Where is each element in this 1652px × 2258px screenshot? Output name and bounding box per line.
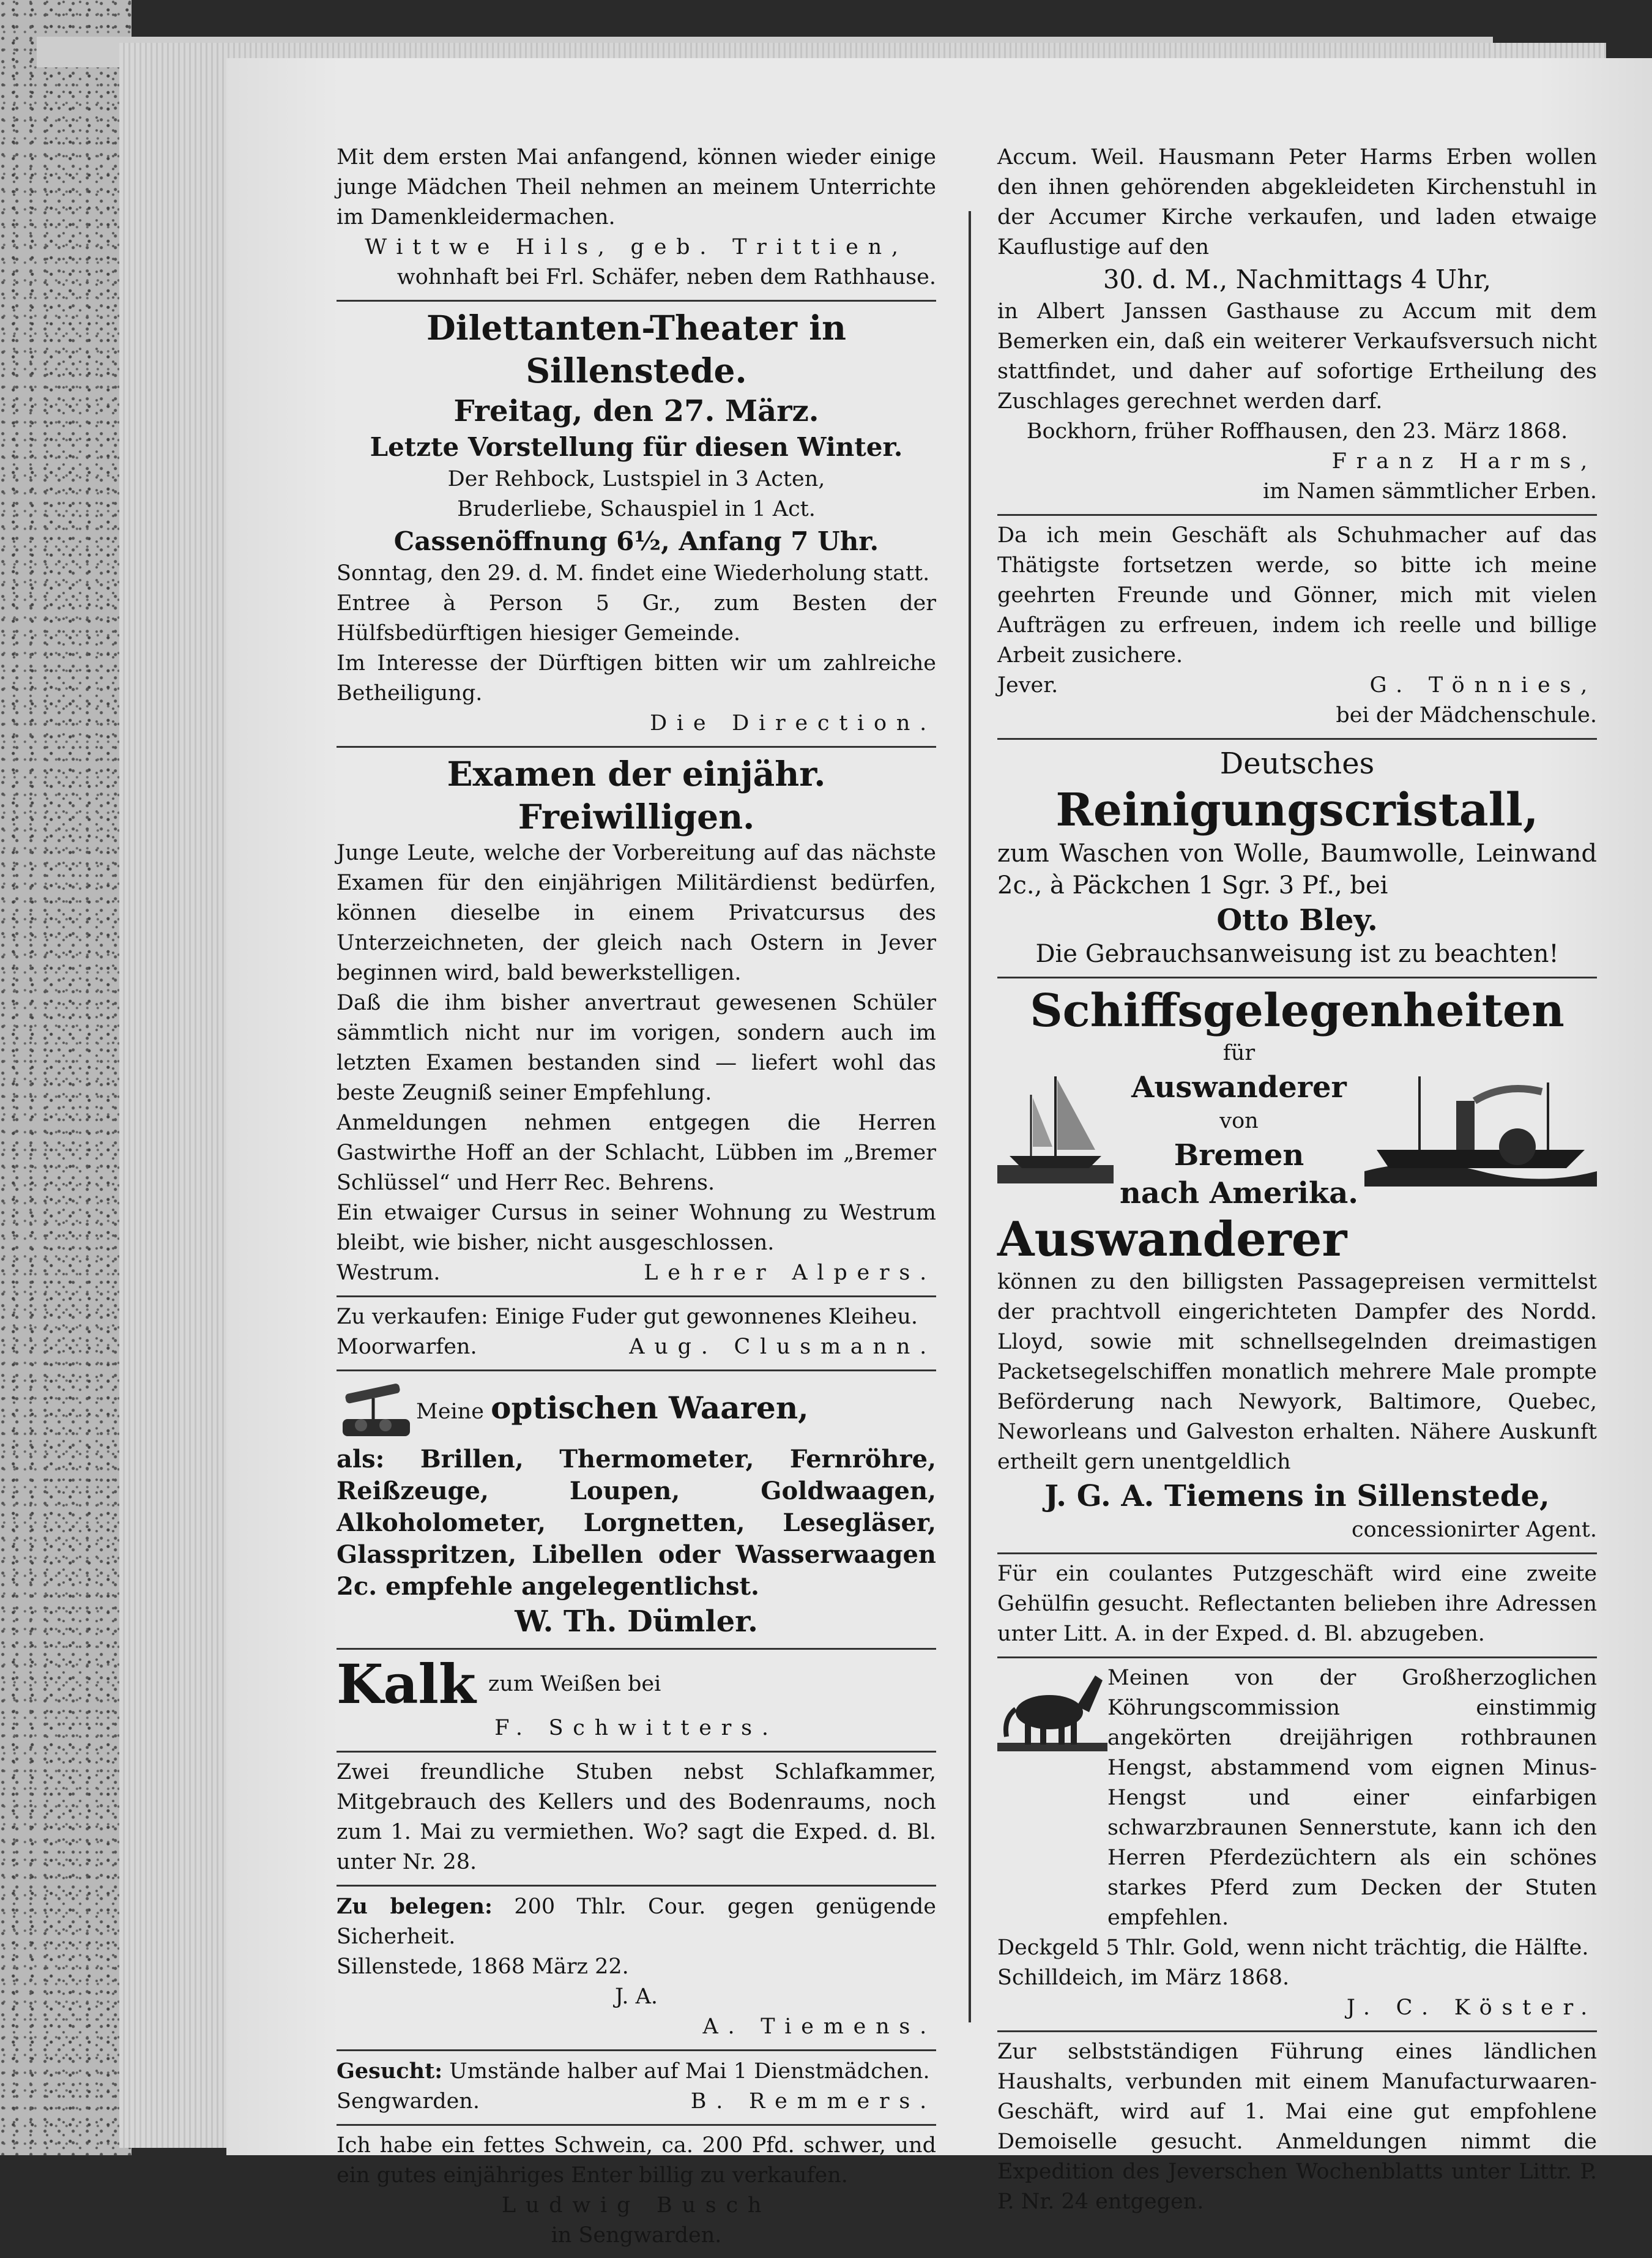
ad-time: Cassenöffnung 6½, Anfang 7 Uhr. (393, 526, 879, 556)
ad-signature: in Sengwarden. (551, 2223, 722, 2248)
ad-date: 30. d. M., Nachmittags 4 Uhr, (1103, 264, 1492, 294)
ad-theater (337, 302, 936, 748)
ad-signature: J. C. Köster. (1346, 1995, 1597, 2020)
ad-text: Zur selbstständigen Führung eines ländlichen Haushalts, verbunden mit einem Manufacturwaaren-Geschäft, wird auf 1. Mai eine gut empfohlene Demoiselle gesucht. Anmeldungen nimmt die Expedition des Jeverschen Wochenblatts unter Littr. P. P. Nr. 24 entgegen. (997, 2040, 1597, 2214)
ad-text: Zwei freundliche Stuben nebst Schlafkammer, Mitgebrauch des Kellers und des Bodenraums, noch zum 1. Mai zu vermiethen. Wo? sagt die Exped. d. Bl. unter Nr. 28. (337, 1760, 936, 1874)
ad-place: Schilldeich, im März 1868. (997, 1966, 1290, 1990)
left-column (337, 138, 936, 2258)
ad-signature: bei der Mädchenschule. (1336, 703, 1597, 728)
ad-lead: Meine (416, 1399, 484, 1424)
ad-signature: Aug. Clusmann. (629, 1335, 936, 1359)
ad-signature: G. Tönnies, (1369, 673, 1597, 698)
ad-text: Entree à Person 5 Gr., zum Besten der Hülfsbedürftigen hiesiger Gemeinde. (337, 591, 936, 646)
ad-headline: Auswanderer (1131, 1070, 1347, 1105)
ad-subheading: Letzte Vorstellung für diesen Winter. (370, 432, 903, 462)
ad-play-1: Der Rehbock, Lustspiel in 3 Acten, (447, 467, 825, 491)
ad-text: Im Interesse der Dürftigen bitten wir um zahlreiche Betheiligung. (337, 651, 936, 706)
ad-kleiheu (337, 1297, 936, 1371)
ad-text: Junge Leute, welche der Vorbereitung auf das nächste Examen für den einjährigen Militärdienst bedürfen, können dieselbe in einem Privatcursus des Unterzeichneten, der gleich nach Ostern in Jever beginnen wird, bald bewerkstelligen. (337, 841, 936, 985)
ad-signature: Die Direction. (650, 711, 936, 736)
ad-headline: Deutsches (1219, 747, 1375, 781)
ad-place: Bockhorn, früher Roffhausen, den 23. März 1868. (1026, 419, 1568, 444)
ad-maid (337, 2051, 936, 2126)
ad-text: Umstände halber auf Mai 1 Dienstmädchen. (449, 2059, 930, 2084)
ad-text: zum Waschen von Wolle, Baumwolle, Leinwand 2c., à Päckchen 1 Sgr. 3 Pf., bei (997, 840, 1597, 900)
ad-headline: Examen der einjähr. Freiwilligen. (447, 754, 826, 837)
ad-text: Da ich mein Geschäft als Schuhmacher auf das Thätigste fortsetzen werde, so bitte ich meine geehrten Freunde und Gönner, mich mit vielen Aufträgen zu erfreuen, indem ich reelle und billige Arbeit zusichere. (997, 523, 1597, 668)
ad-pig (337, 2126, 936, 2258)
ad-text: Ich habe ein fettes Schwein, ca. 200 Pfd. schwer, und ein gutes einjähriges Enter billig zu verkaufen. (337, 2133, 936, 2188)
ad-headline: Schiffsgelegenheiten (1030, 985, 1565, 1037)
ad-headline: optischen Waaren, (491, 1390, 809, 1426)
ad-headline: Kalk (337, 1652, 476, 1716)
ad-signature: J. G. A. Tiemens in Sillenstede, (1044, 1479, 1550, 1513)
ad-place: Moorwarfen. (337, 1335, 477, 1359)
ad-signature: Wittwe Hils, geb. Trittien, (365, 235, 908, 259)
ad-signature: A. Tiemens. (702, 2014, 936, 2039)
book-edge (0, 0, 132, 2155)
ad-text: Accum. Weil. Hausmann Peter Harms Erben wollen den ihnen gehörenden abgekleideten Kirchenstuhl in der Accumer Kirche verkaufen, und laden etwaige Kauflustige auf den (997, 145, 1597, 259)
ad-text: von (1219, 1109, 1259, 1133)
column-divider (969, 211, 971, 2022)
ad-text: Meinen von der Großherzoglichen Köhrungscommission einstimmig angekörten dreijährigen rothbraunen Hengst, abstammend vom eignen Minus-Hengst und einer einfarbigen schwarzbraunen Sennerstute, kann ich den Herren Pferdezüchtern als ein schönes starkes Pferd zum Decken der Stuten empfehlen. (1107, 1666, 1597, 1930)
ad-play-2: Bruderliebe, Schauspiel in 1 Act. (457, 497, 816, 521)
ad-headline: nach Amerika. (1120, 1176, 1358, 1210)
ad-signature: Franz Harms, (1331, 449, 1597, 474)
ad-text: 200 Thlr. Cour. gegen genügende Sicherheit. (337, 1895, 937, 1949)
ad-signature: Lehrer Alpers. (644, 1261, 936, 1285)
telescope-icon (337, 1376, 416, 1444)
sailing-ship-icon (997, 1064, 1114, 1187)
ad-lead: Gesucht: (337, 2059, 443, 2084)
ad-dressmaking (337, 138, 936, 302)
ad-date: Freitag, den 27. März. (453, 394, 819, 428)
ad-text: in Albert Janssen Gasthause zu Accum mit dem Bemerken ein, daß ein weiterer Verkaufsversuch nicht stattfindet, und daher auf sofortige Ertheilung des Zuschlages gerechnet werden darf. (997, 299, 1597, 414)
ad-lead: Zu belegen: (337, 1894, 493, 1919)
ad-place: Sengwarden. (337, 2089, 480, 2114)
ad-signature: Otto Bley. (1216, 903, 1378, 937)
ad-optics (337, 1371, 936, 1650)
ad-signature: F. Schwitters. (494, 1716, 778, 1740)
ad-signature: im Namen sämmtlicher Erben. (1262, 479, 1597, 504)
ad-text: als: Brillen, Thermometer, Fernröhre, Reißzeuge, Loupen, Goldwaagen, Alkoholometer, Lorgnetten, Lesegläser, Glasspritzen, Libellen oder Wasserwaagen 2c. empfehle angelegentlichst. (337, 1445, 936, 1601)
ad-reinigungscristall (997, 740, 1597, 978)
ad-putzgeschaeft (997, 1554, 1597, 1658)
ad-loan (337, 1887, 936, 2051)
ad-kalk (337, 1650, 936, 1753)
ad-signature: J. A. (615, 1984, 658, 2009)
ad-text: Deckgeld 5 Thlr. Gold, wenn nicht trächtig, die Hälfte. (997, 1936, 1589, 1960)
ad-headline: Reinigungscristall, (1055, 784, 1539, 837)
right-column (997, 138, 1597, 2224)
ad-place: Jever. (997, 673, 1059, 698)
ad-text: Anmeldungen nehmen entgegen die Herren Gastwirthe Hoff an der Schlacht, Lübben im „Bremer Schlüssel“ und Herr Rec. Behrens. (337, 1111, 936, 1195)
ad-signature: B. Remmers. (690, 2089, 936, 2114)
horse-icon (997, 1663, 1107, 1755)
ad-stallion (997, 1658, 1597, 2032)
ad-text: Daß die ihm bisher anvertraut gewesenen Schüler sämmtlich nicht nur im vorigen, sondern auch im letzten Examen bestanden sind — liefert wohl das beste Zeugniß seiner Empfehlung. (337, 991, 936, 1105)
ad-text: können zu den billigsten Passagepreisen vermittelst der prachtvoll eingerichteten Dampfer des Nordd. Lloyd, sowie mit schnellsegelnden dreimastigen Packetsegelschiffen monatlich mehrere Male prompte Beförderung nach Newyork, Baltimore, Quebec, Neworleans und Galveston erhalten. Nähere Auskunft ertheilt gern unentgeldlich (997, 1270, 1597, 1474)
ad-examen (337, 748, 936, 1297)
ad-place: Sillenstede, 1868 März 22. (337, 1954, 629, 1979)
ad-place: Westrum. (337, 1261, 441, 1285)
ad-demoiselle (997, 2032, 1597, 2224)
ad-signature: W. Th. Dümler. (515, 1604, 758, 1639)
ad-rooms (337, 1753, 936, 1887)
ad-text: Für ein coulantes Putzgeschäft wird eine zweite Gehülfin gesucht. Reflectanten belieben ihre Adressen unter Litt. A. in der Exped. d. Bl. abzugeben. (997, 1562, 1597, 1646)
ad-headline: Auswanderer (997, 1212, 1347, 1267)
ad-emigration (997, 978, 1597, 1554)
steamship-icon (1364, 1064, 1597, 1187)
ad-text: Sonntag, den 29. d. M. findet eine Wiederholung statt. (337, 561, 930, 586)
ad-text: für (1222, 1041, 1256, 1065)
ad-shoemaker (997, 516, 1597, 740)
ad-text: Ein etwaiger Cursus in seiner Wohnung zu Westrum bleibt, wie bisher, nicht ausgeschlossen. (337, 1201, 936, 1255)
ad-address: wohnhaft bei Frl. Schäfer, neben dem Rathhause. (396, 265, 936, 289)
ad-signature: Ludwig Busch (501, 2193, 772, 2218)
ad-text: zum Weißen bei (488, 1671, 661, 1696)
ad-text: Mit dem ersten Mai anfangend, können wieder einige junge Mädchen Theil nehmen an meinem Unterrichte im Damenkleidermachen. (337, 145, 936, 229)
ad-headline: Dilettanten-Theater in Sillenstede. (426, 308, 846, 390)
ad-kirchenstuhl (997, 138, 1597, 516)
ad-note: Die Gebrauchsanweisung ist zu beachten! (1035, 940, 1559, 968)
ad-text: Zu verkaufen: Einige Fuder gut gewonnenes Kleiheu. (337, 1305, 918, 1329)
ad-headline: Bremen (1174, 1138, 1304, 1172)
ad-signature: concessionirter Agent. (1352, 1518, 1597, 1542)
